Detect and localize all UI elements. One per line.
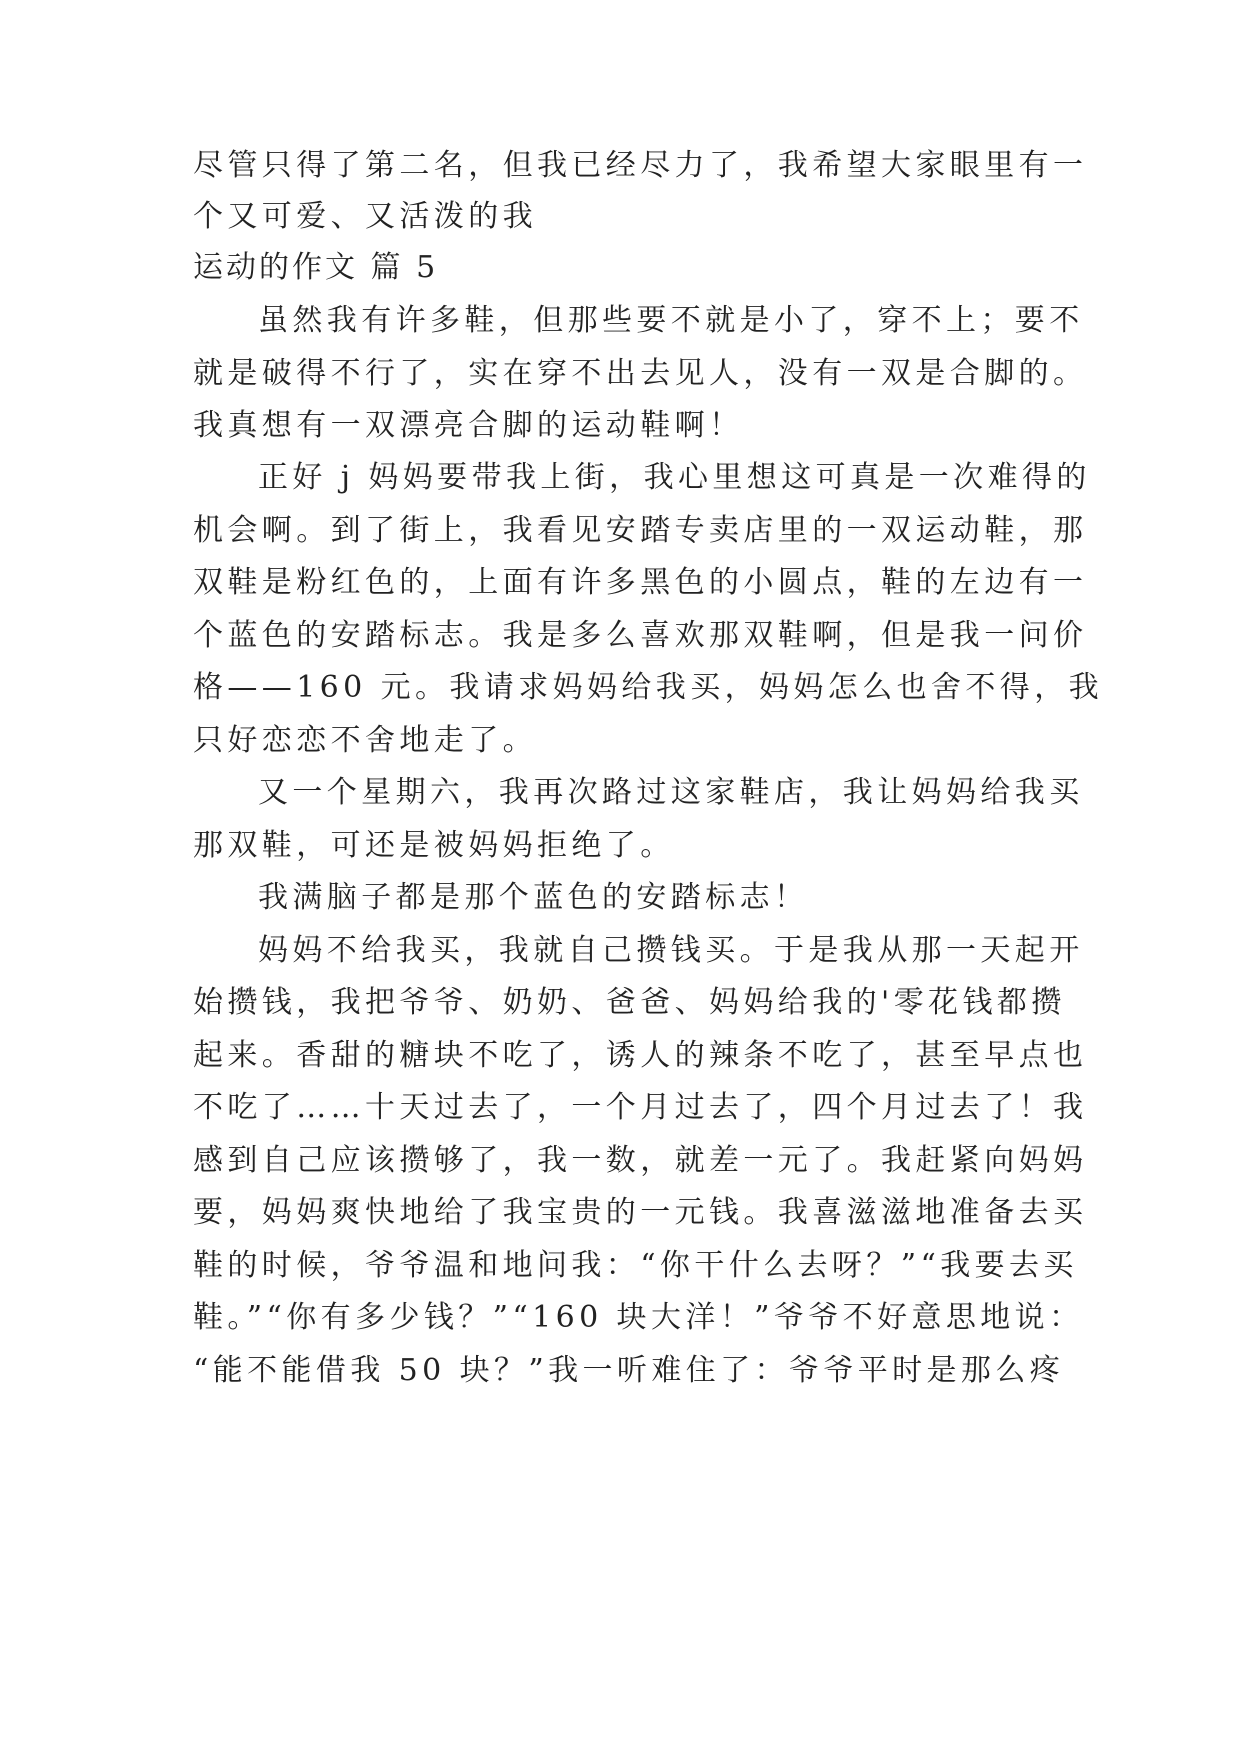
paragraph-line: 始攒钱，我把爷爷、奶奶、爸爸、妈妈给我的'零花钱都攒	[193, 985, 1066, 1020]
paragraph-line: 鞋。”“你有多少钱？”“160 块大洋！”爷爷不好意思地说：	[193, 1300, 1084, 1335]
paragraph-line: “能不能借我 50 块？”我一听难住了：爷爷平时是那么疼	[193, 1353, 1065, 1388]
paragraph-line: 又一个星期六，我再次路过这家鞋店，我让妈妈给我买	[258, 775, 1084, 810]
paragraph-line: 那双鞋，可还是被妈妈拒绝了。	[193, 828, 675, 863]
paragraph-line: 不吃了……十天过去了，一个月过去了，四个月过去了！我	[193, 1090, 1088, 1125]
paragraph-line: 感到自己应该攒够了，我一数，就差一元了。我赶紧向妈妈	[193, 1143, 1088, 1178]
paragraph-line: 只好恋恋不舍地走了。	[193, 723, 537, 758]
body-text-line: 尽管只得了第二名，但我已经尽力了，我希望大家眼里有一	[193, 148, 1088, 183]
paragraph-line: 双鞋是粉红色的，上面有许多黑色的小圆点，鞋的左边有一	[193, 565, 1088, 600]
paragraph-line: 我满脑子都是那个蓝色的安踏标志！	[258, 880, 809, 915]
paragraph-line: 鞋的时候，爷爷温和地问我：“你干什么去呀？”“我要去买	[193, 1248, 1078, 1283]
paragraph-line: 要，妈妈爽快地给了我宝贵的一元钱。我喜滋滋地准备去买	[193, 1195, 1088, 1230]
paragraph-line: 起来。香甜的糖块不吃了，诱人的辣条不吃了，甚至早点也	[193, 1038, 1088, 1073]
body-text-line: 个又可爱、又活泼的我	[193, 199, 537, 234]
paragraph-line: 就是破得不行了，实在穿不出去见人，没有一双是合脚的。	[193, 356, 1088, 391]
paragraph-line: 正好 j 妈妈要带我上街，我心里想这可真是一次难得的	[258, 460, 1091, 495]
paragraph-line: 我真想有一双漂亮合脚的运动鞋啊！	[193, 408, 744, 443]
paragraph-line: 格——160 元。我请求妈妈给我买，妈妈怎么也舍不得，我	[193, 670, 1103, 705]
paragraph-line: 虽然我有许多鞋，但那些要不就是小了，穿不上；要不	[258, 303, 1084, 338]
section-title: 运动的作文 篇 5	[193, 250, 439, 285]
paragraph-line: 妈妈不给我买，我就自己攒钱买。于是我从那一天起开	[258, 933, 1084, 968]
paragraph-line: 个蓝色的安踏标志。我是多么喜欢那双鞋啊，但是我一问价	[193, 618, 1088, 653]
paragraph-line: 机会啊。到了街上，我看见安踏专卖店里的一双运动鞋，那	[193, 513, 1088, 548]
